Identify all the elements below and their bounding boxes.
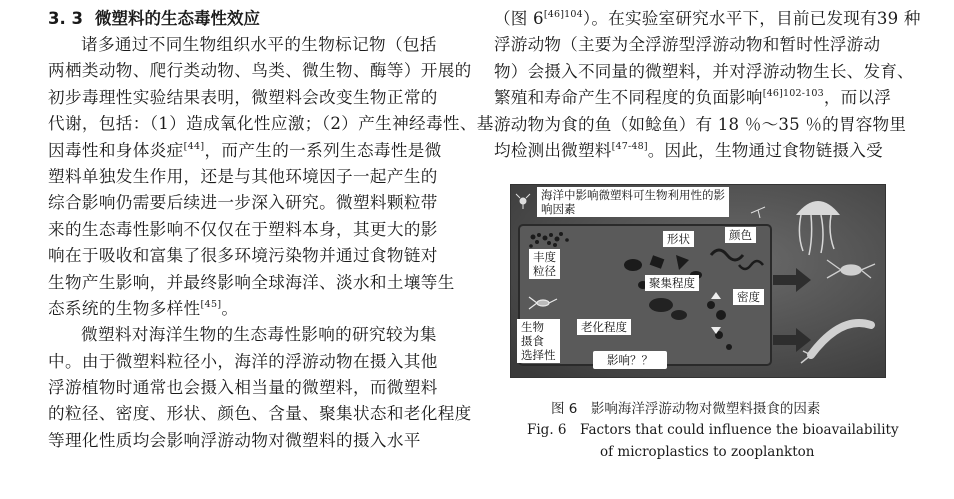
body-line: 诸多通过不同生物组织水平的生物标记物（包括 bbox=[81, 35, 437, 54]
citation-ref: [46]104 bbox=[543, 9, 583, 20]
body-line: 的粒径、密度、形状、颜色、含量、聚集状态和老化程度 bbox=[48, 404, 472, 424]
label-abundance-size: 丰度 粒径 bbox=[529, 249, 560, 279]
body-line: 浮游动物（主要为全浮游型浮游动物和暂时性浮游动 bbox=[494, 35, 881, 55]
figure-6 bbox=[510, 184, 886, 378]
label-density: 密度 bbox=[733, 289, 764, 305]
label-feeding-selectivity: 生物 摄食 选择性 bbox=[517, 319, 560, 363]
aggregate-blob bbox=[649, 298, 673, 312]
citation-ref: [45] bbox=[200, 298, 222, 310]
label-aging: 老化程度 bbox=[577, 319, 631, 335]
body-line: 物）会摄入不同量的微塑料，并对浮游动物生长、发育、 bbox=[494, 61, 914, 81]
figure-caption-en: of microplastics to zooplankton bbox=[600, 444, 815, 460]
body-line: 均检测出微塑料[47-48]。因此，生物通过食物链摄入受 bbox=[494, 140, 883, 160]
body-line: 游动物为食的鱼（如鲶鱼）有 18 ％～35 ％的胃容物里 bbox=[494, 114, 907, 134]
body-line: 响在于吸收和富集了很多环境污染物并通过食物链对 bbox=[48, 246, 438, 266]
figure-caption-en: Fig. 6 Factors that could influence the bioavailability bbox=[527, 422, 899, 438]
body-line: 两栖类动物、爬行类动物、鸟类、微生物、酶等）开展的 bbox=[48, 61, 472, 81]
left-column bbox=[48, 6, 494, 454]
label-color: 颜色 bbox=[725, 227, 756, 243]
aggregate-blob bbox=[671, 310, 687, 320]
body-line: 态系统的生物多样性[45]。 bbox=[48, 298, 239, 318]
body-line: 塑料单独发生作用，还是与其他环境因子一起产生的 bbox=[48, 166, 438, 186]
body-line: 代谢，包括：（1）造成氧化性应激；（2）产生神经毒性、基 bbox=[48, 114, 494, 134]
label-influence: 影响？？ bbox=[593, 351, 667, 369]
figure-title: 海洋中影响微塑料可生物利用性的影 响因素 bbox=[537, 187, 729, 217]
body-line: 初步毒理性实验结果表明，微塑料会改变生物正常的 bbox=[48, 87, 438, 107]
body-line: 微塑料对海洋生物的生态毒性影响的研究较为集 bbox=[81, 325, 437, 345]
body-line: 等理化性质均会影响浮游动物对微塑料的摄入水平 bbox=[48, 430, 421, 450]
body-line: 综合影响仍需要后续进一步深入研究。微塑料颗粒带 bbox=[48, 193, 438, 213]
body-line: 来的生态毒性影响不仅仅在于塑料本身，其更大的影 bbox=[48, 219, 438, 239]
body-line: 中。由于微塑料粒径小，海洋的浮游动物在摄入其他 bbox=[48, 351, 438, 371]
body-line: 生物产生影响，并最终影响全球海洋、淡水和土壤等生 bbox=[48, 272, 455, 292]
body-line: （图 $6^{[46]104}$）。在实验室研究水平下，目前已发现有39 种 bbox=[494, 9, 921, 28]
citation-ref: [44] bbox=[183, 140, 205, 152]
label-aggregation: 聚集程度 bbox=[645, 275, 699, 291]
section-heading bbox=[48, 6, 474, 32]
section-title: 微塑料的生态毒性效应 bbox=[94, 9, 260, 28]
section-number: 3. 3 bbox=[48, 9, 83, 28]
label-shape: 形状 bbox=[663, 231, 694, 247]
body-line: 繁殖和寿命产生不同程度的负面影响$^{[46]102-103}$，而以浮 bbox=[494, 88, 892, 108]
right-column bbox=[494, 6, 921, 164]
body-line: 浮游植物时通常也会摄入相当量的微塑料，而微塑料 bbox=[48, 378, 438, 398]
body-line: 因毒性和身体炎症[44]，而产生的一系列生态毒性是微 bbox=[48, 140, 442, 160]
citation-ref: [47-48] bbox=[611, 140, 648, 152]
figure-caption-cn: 图 6 影响海洋浮游动物对微塑料摄食的因素 bbox=[551, 401, 821, 417]
citation-ref: [46]102-103 bbox=[762, 88, 824, 100]
